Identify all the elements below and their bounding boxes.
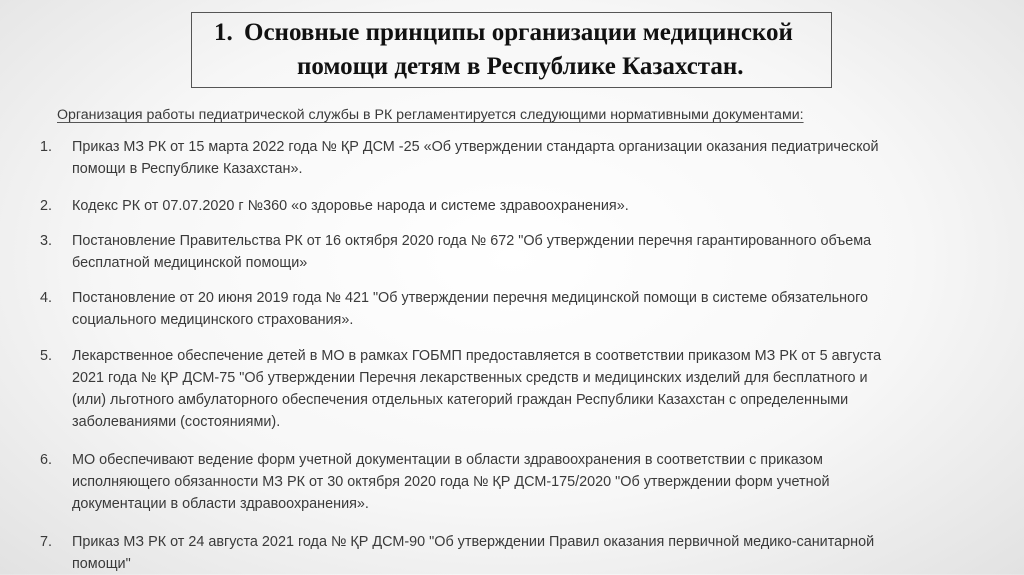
list-item-text: [72, 531, 977, 575]
list-item-line: документации в области здравоохранения».: [72, 496, 369, 512]
list-item-line: Кодекс РК от 07.07.2020 г №360 «о здоровье народа и системе здравоохранения».: [72, 198, 629, 214]
list-item-number: 3.: [40, 233, 53, 249]
list-item-text: [72, 230, 977, 274]
list-item-text: [72, 195, 977, 217]
list-item-number: 1.: [40, 139, 53, 155]
list-item-line: МО обеспечивают ведение форм учетной документации в области здравоохранения в соответствии с приказом: [72, 452, 823, 468]
list-item-line: помощи в Республике Казахстан».: [72, 161, 303, 177]
list-item-line: 2021 года № ҚР ДСМ-75 "Об утверждении Перечня лекарственных средств и медицинских изделий для бесплатного и: [72, 370, 868, 386]
list-item-line: бесплатной медицинской помощи»: [72, 255, 308, 271]
title-text-line-1: Основные принципы организации медицинской: [244, 19, 793, 46]
list-item-text: [72, 136, 977, 180]
list-item-text: [72, 449, 977, 515]
list-item-line: помощи": [72, 556, 131, 572]
list-item-text: [72, 345, 977, 433]
list-item-line: исполняющего обязанности МЗ РК от 30 октября 2020 года № ҚР ДСМ-175/2020 "Об утверждении форм учетной: [72, 474, 830, 490]
list-item-line: Приказ МЗ РК от 24 августа 2021 года № ҚР ДСМ-90 "Об утверждении Правил оказания первичной медико-санитарной: [72, 534, 875, 550]
list-item-line: заболеваниями (состояниями).: [72, 414, 281, 430]
list-item-number: 4.: [40, 290, 53, 306]
title-box: [191, 12, 832, 88]
list-item-number: 5.: [40, 348, 53, 364]
list-item-line: (или) льготного амбулаторного обеспечения отдельных категорий граждан Республики Казахстан с определенными: [72, 392, 849, 408]
intro-text: Организация работы педиатрической службы в РК регламентируется следующими нормативными документами:: [57, 107, 804, 123]
list-item-line: Постановление Правительства РК от 16 октября 2020 года № 672 "Об утверждении перечня гарантированного объема: [72, 233, 872, 249]
list-item-text: [72, 287, 977, 331]
list-item-line: социального медицинского страхования».: [72, 312, 354, 328]
list-item-number: 6.: [40, 452, 53, 468]
list-item-line: Лекарственное обеспечение детей в МО в рамках ГОБМП предоставляется в соответствии приказом МЗ РК от 5 августа: [72, 348, 882, 364]
page-title-line-2: помощи детям в Республике Казахстан.: [297, 53, 744, 80]
list-item-number: 2.: [40, 198, 53, 214]
title-number: 1.: [214, 19, 233, 46]
list-item-number: 7.: [40, 534, 53, 550]
page-title-line-1: [214, 19, 793, 47]
list-item-line: Приказ МЗ РК от 15 марта 2022 года № ҚР ДСМ -25 «Об утверждении стандарта организации оказания педиатрической: [72, 139, 879, 155]
list-item-line: Постановление от 20 июня 2019 года № 421 "Об утверждении перечня медицинской помощи в системе обязательного: [72, 290, 869, 306]
